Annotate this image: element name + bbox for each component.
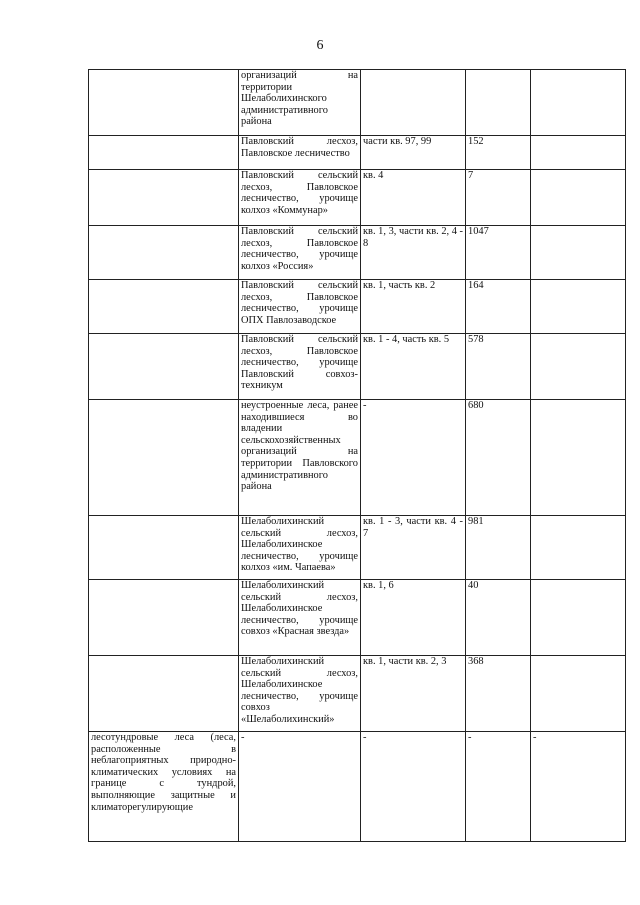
extra-cell [531, 170, 626, 226]
quarters-cell: кв. 1 - 4, часть кв. 5 [361, 334, 466, 400]
quarters-cell: кв. 1, 6 [361, 580, 466, 656]
area-cell: 164 [466, 280, 531, 334]
quarters-cell [361, 70, 466, 136]
area-cell [466, 70, 531, 136]
table-row [89, 732, 626, 842]
forestry-name-cell: Шелаболихинский сельский лесхоз, Шелаболихинское лесничество, урочище совхоз «Шелаболихинский» [239, 656, 361, 732]
forestry-name-cell: Павловский лесхоз, Павловское лесничество [239, 136, 361, 170]
quarters-cell: - [361, 732, 466, 842]
category-cell [89, 580, 239, 656]
category-cell [89, 516, 239, 580]
area-cell: 368 [466, 656, 531, 732]
extra-cell [531, 226, 626, 280]
forestry-name-cell: Павловский сельский лесхоз, Павловское лесничество, урочище колхоз «Россия» [239, 226, 361, 280]
forestry-name-cell: Павловский сельский лесхоз, Павловское лесничество, урочище Павловский совхоз-техникум [239, 334, 361, 400]
category-cell [89, 400, 239, 516]
category-cell [89, 334, 239, 400]
table-row [89, 136, 626, 170]
table-row [89, 280, 626, 334]
table-row [89, 170, 626, 226]
area-cell: 981 [466, 516, 531, 580]
extra-cell: - [531, 732, 626, 842]
quarters-cell: кв. 4 [361, 170, 466, 226]
quarters-cell: кв. 1, часть кв. 2 [361, 280, 466, 334]
quarters-cell: кв. 1, части кв. 2, 3 [361, 656, 466, 732]
table-row [89, 516, 626, 580]
table-body [89, 70, 626, 842]
category-cell: лесотундровые леса (леса, расположенные в неблагоприятных природно-климатических условиях на границе с тундрой, выполняющие защитные и климаторегулирующие [89, 732, 239, 842]
page-number: 6 [316, 38, 324, 53]
quarters-cell: части кв. 97, 99 [361, 136, 466, 170]
quarters-cell: кв. 1, 3, части кв. 2, 4 - 8 [361, 226, 466, 280]
area-cell: 680 [466, 400, 531, 516]
forestry-name-cell: Шелаболихинский сельский лесхоз, Шелаболихинское лесничество, урочище колхоз «им. Чапаева» [239, 516, 361, 580]
forestry-name-cell: Шелаболихинский сельский лесхоз, Шелаболихинское лесничество, урочище совхоз «Красная звезда» [239, 580, 361, 656]
category-cell [89, 280, 239, 334]
category-cell [89, 226, 239, 280]
area-cell: 40 [466, 580, 531, 656]
extra-cell [531, 136, 626, 170]
extra-cell [531, 656, 626, 732]
table-row [89, 334, 626, 400]
quarters-cell: - [361, 400, 466, 516]
extra-cell [531, 280, 626, 334]
area-cell: - [466, 732, 531, 842]
table-row [89, 226, 626, 280]
table-row [89, 656, 626, 732]
category-cell [89, 170, 239, 226]
table-row [89, 400, 626, 516]
forestry-name-cell: Павловский сельский лесхоз, Павловское лесничество, урочище колхоз «Коммунар» [239, 170, 361, 226]
area-cell: 1047 [466, 226, 531, 280]
table-row [89, 580, 626, 656]
forestry-name-cell: Павловский сельский лесхоз, Павловское лесничество, урочище ОПХ Павлозаводское [239, 280, 361, 334]
extra-cell [531, 580, 626, 656]
extra-cell [531, 516, 626, 580]
category-cell [89, 70, 239, 136]
area-cell: 578 [466, 334, 531, 400]
quarters-cell: кв. 1 - 3, части кв. 4 - 7 [361, 516, 466, 580]
category-cell [89, 656, 239, 732]
extra-cell [531, 70, 626, 136]
area-cell: 152 [466, 136, 531, 170]
area-cell: 7 [466, 170, 531, 226]
table-row [89, 70, 626, 136]
forestry-name-cell: - [239, 732, 361, 842]
extra-cell [531, 334, 626, 400]
category-cell [89, 136, 239, 170]
forestry-name-cell: неустроенные леса, ранее находившиеся во владении сельскохозяйственных организаций на территории Павловского административного района [239, 400, 361, 516]
extra-cell [531, 400, 626, 516]
forest-table [88, 69, 626, 842]
forestry-name-cell: организаций на территории Шелаболихинского административного района [239, 70, 361, 136]
